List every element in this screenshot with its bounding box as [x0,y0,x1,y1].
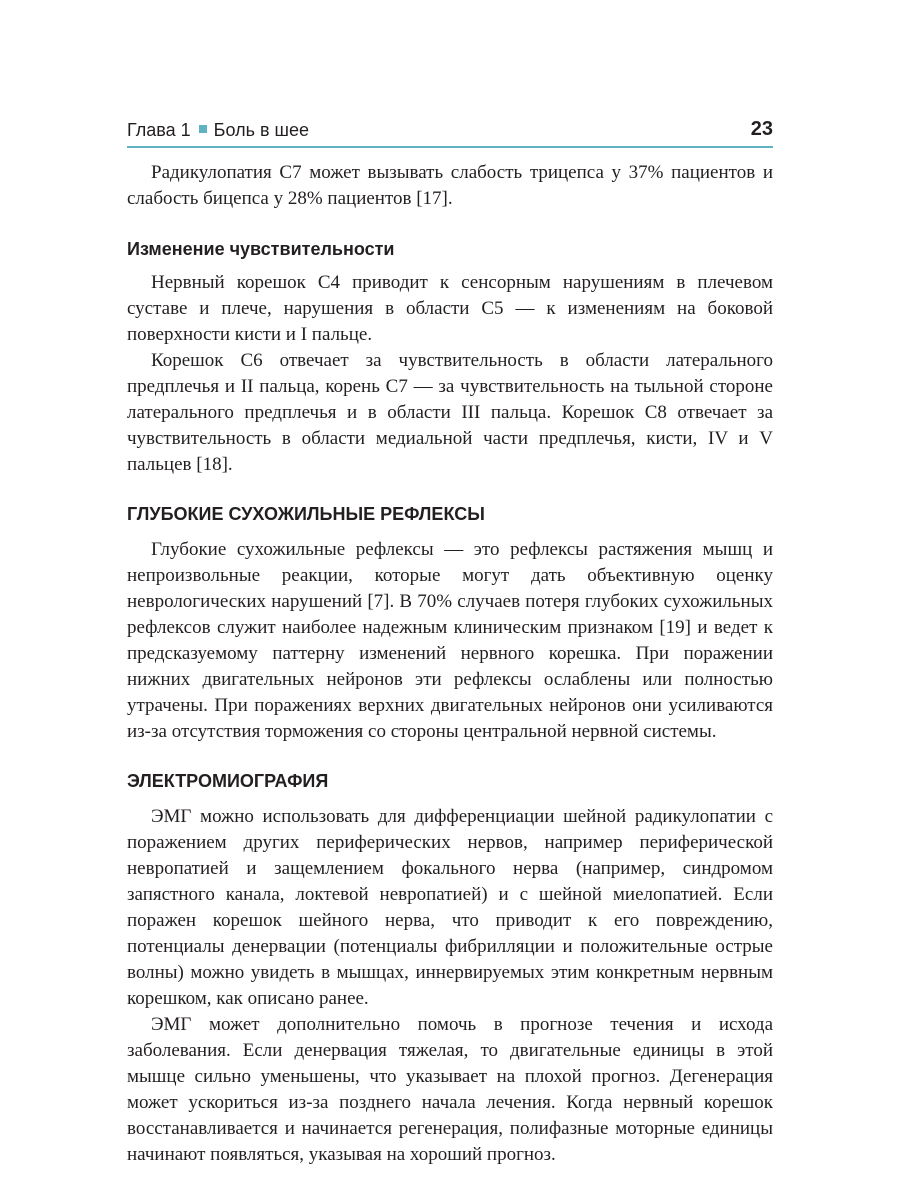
chapter-label: Глава 1 [127,120,191,140]
header-chapter-info [127,120,309,141]
page-number: 23 [750,118,773,140]
paragraph: ЭМГ можно использовать для дифференциации шейной радикулопатии с поражением других периферических нервов, например периферической невропатией и защемлением фокального нерва (например, синдромом запястного канала, локтевой невропатией) и с шейной миелопатией. Если поражен корешок шейного нерва, что приводит к его повреждению, потенциалы денервации (потенциалы фибрилляции и положительные острые волны) можно увидеть в мышцах, иннервируемых этим конкретным нервным корешком, как описано ранее. [127,806,773,1009]
running-header [127,112,773,148]
paragraph: Радикулопатия C7 может вызывать слабость трицепса у 37% пациентов и слабость бицепса у 28% пациентов [17]. [127,162,773,209]
paragraph: Глубокие сухожильные рефлексы — это рефлексы растяжения мышц и непроизвольные реакции, которые могут дать объективную оценку неврологических нарушений [7]. В 70% случаев потеря глубоких сухожильных рефлексов служит наиболее надежным клиническим признаком [19] и ведет к предсказуемому паттерну изменений нервного корешка. При поражении нижних двигательных нейронов эти рефлексы ослаблены или полностью утрачены. При поражениях верхних двигательных нейронов они усиливаются из-за отсутствия торможения со стороны центральной нервной системы. [127,539,773,742]
paragraph: Нервный корешок C4 приводит к сенсорным нарушениям в плечевом суставе и плече, нарушения в области C5 — к изменениям на боковой поверхности кисти и I пальце. [127,272,773,345]
page-body [127,160,773,1168]
section-title: Боль в шее [213,120,309,140]
subsection-heading: Изменение чувствительности [127,239,395,259]
paragraph: Корешок C6 отвечает за чувствительность в области латерального предплечья и II пальца, корень C7 — за чувствительность на тыльной стороне латерального предплечья и в области III пальца. Корешок C8 отвечает за чувствительность в области медиальной части предплечья, кисти, IV и V пальцев [18]. [127,350,773,475]
section-heading: ГЛУБОКИЕ СУХОЖИЛЬНЫЕ РЕФЛЕКСЫ [127,504,485,524]
paragraph: ЭМГ может дополнительно помочь в прогнозе течения и исхода заболевания. Если денервация тяжелая, то двигательные единицы в этой мышце сильно уменьшены, что указывает на плохой прогноз. Дегенерация может ускориться из-за позднего начала лечения. Когда нервный корешок восстанавливается и начинается регенерация, полифазные моторные единицы начинают появляться, указывая на хороший прогноз. [127,1014,773,1165]
square-bullet-icon [199,125,207,133]
section-heading: ЭЛЕКТРОМИОГРАФИЯ [127,771,329,791]
